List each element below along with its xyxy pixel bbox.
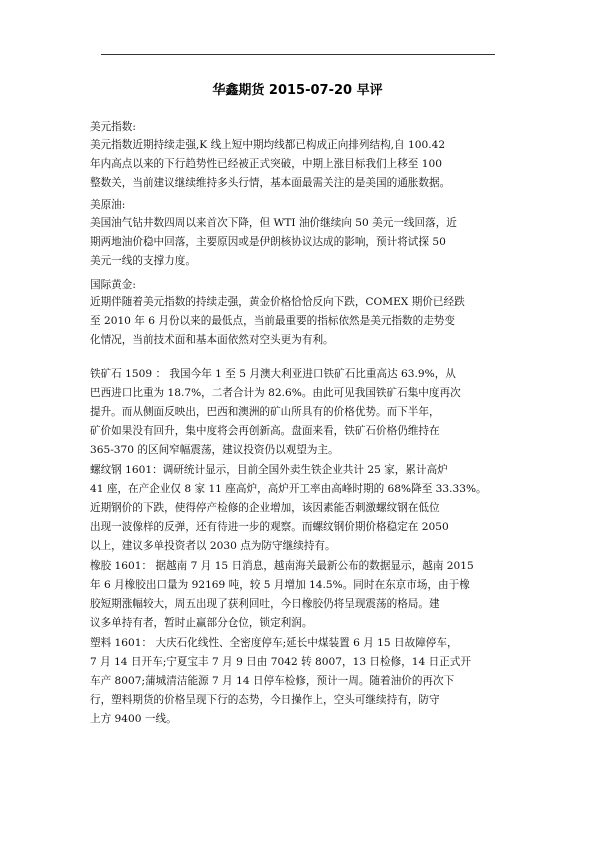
text-line: 美元指数近期持续走强,K 线上短中期均线都已构成正向排列结构,自 100.42 <box>90 139 446 151</box>
text-line: 上方 9400 一线。 <box>90 713 177 725</box>
text-line: 矿价如果没有回升，集中度将会再创新高。盘面来看，铁矿石价格仍维持在 <box>90 425 440 437</box>
text-line: 提升。而从侧面反映出，巴西和澳洲的矿山所具有的价格优势。而下半年， <box>90 406 440 418</box>
text-line: 美元一线的支撑力度。 <box>90 255 196 267</box>
section-body-rubber <box>90 557 510 633</box>
text-line: 塑料 1601： 大庆石化线性、全密度停车;延长中煤装置 6 月 15 日故障停车， <box>90 637 458 649</box>
text-line: 以上，建议多单投资者以 2030 点为防守继续持有。 <box>90 540 336 552</box>
text-line: 巴西进口比重为 18.7%，二者合计为 82.6%。由此可见我国铁矿石集中度再次 <box>90 387 461 399</box>
text-line: 至 2010 年 6 月份以来的最低点，当前最重要的指标依然是美元指数的走势变 <box>90 315 455 327</box>
text-line: 年内高点以来的下行趋势性已经被正式突破，中期上涨目标我们上移至 100 <box>90 158 442 170</box>
text-line: 螺纹钢 1601：调研统计显示，目前全国外卖生铁企业共计 25 家，累计高炉 <box>90 464 448 476</box>
section-heading-gold: 国际黄金: <box>90 279 136 291</box>
text-line: 近期伴随着美元指数的持续走强，黄金价格恰恰反向下跌，COMEX 期价已经跌 <box>90 296 465 308</box>
text-line: 行，塑料期货的价格呈现下行的态势，今日操作上，空头可继续持有，防守 <box>90 694 440 706</box>
text-line: 近期钢价的下跌，使得停产检修的企业增加，该因素能否刺激螺纹钢在低位 <box>90 502 440 514</box>
text-line: 橡胶 1601： 据越南 7 月 15 日消息，越南海关最新公布的数据显示，越南 2015 <box>90 560 474 572</box>
section-body-iron-ore <box>90 365 510 460</box>
text-line: 美国油气钻井数四周以来首次下降，但 WTI 油价继续向 50 美元一线回落，近 <box>90 217 457 229</box>
text-line: 出现一波像样的反弹，还有待进一步的观察。而螺纹钢价期价格稳定在 2050 <box>90 521 449 533</box>
section-heading-usd-index: 美元指数: <box>90 121 136 133</box>
header-rule <box>101 54 495 55</box>
text-line: 365-370 的区间窄幅震荡，建议投资仍以观望为主。 <box>90 444 339 456</box>
section-body-usd-index <box>90 136 510 193</box>
section-heading-crude-oil: 美原油: <box>90 199 126 211</box>
text-line: 铁矿石 1509 ： 我国今年 1 至 5 月澳大利亚进口铁矿石比重高达 63.9%，从 <box>90 368 456 380</box>
text-line: 车产 8007;蒲城清洁能源 7 月 14 日停车检修，预计一周。随着油价的再次下 <box>90 675 455 687</box>
text-line: 期两地油价稳中回落，主要原因或是伊朗核协议达成的影响，预计将试探 50 <box>90 236 446 248</box>
section-body-rebar <box>90 461 510 556</box>
section-body-plastic <box>90 634 510 729</box>
text-line: 年 6 月橡胶出口量为 92169 吨，较 5 月增加 14.5%。同时在东京市场，由于橡 <box>90 579 470 591</box>
text-line: 胶短期涨幅较大，周五出现了获利回吐，今日橡胶仍将呈现震荡的格局。建 <box>90 598 440 610</box>
section-body-crude-oil <box>90 214 510 271</box>
section-body-gold <box>90 293 510 350</box>
text-line: 化情况，当前技术面和基本面依然对空头更为有利。 <box>90 334 334 346</box>
document-title: 华鑫期货 2015-07-20 早评 <box>212 83 383 98</box>
text-line: 议多单持有者，暂时止赢部分仓位，锁定利润。 <box>90 617 313 629</box>
text-line: 7 月 14 日开车;宁夏宝丰 7 月 9 日由 7042 转 8007，13 日检修，14 日正式开 <box>90 656 472 668</box>
text-line: 整数关，当前建议继续维持多头行情，基本面最需关注的是美国的通胀数据。 <box>90 177 451 189</box>
text-line: 41 座，在产企业仅 8 家 11 座高炉，高炉开工率由高峰时期的 68%降至 33.33%。 <box>90 483 487 495</box>
